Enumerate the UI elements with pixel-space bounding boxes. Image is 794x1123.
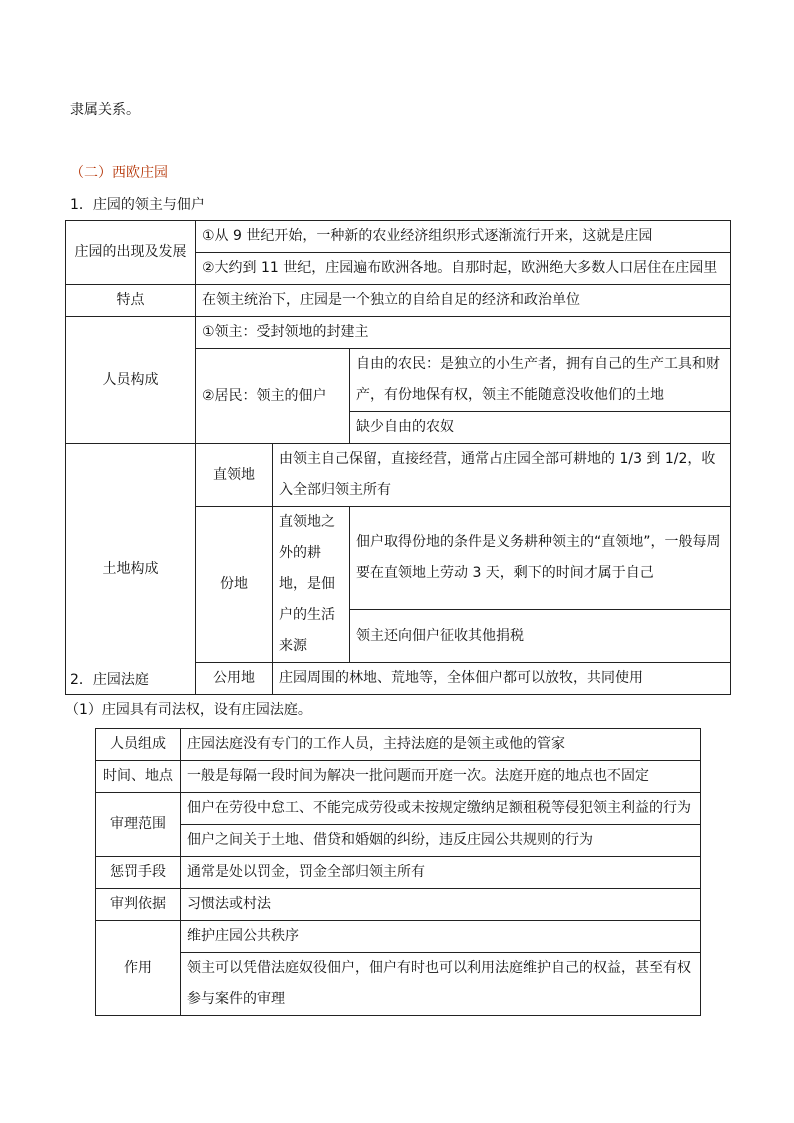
- intro-tail-text: 隶属关系。: [70, 102, 140, 118]
- serf-cell: 缺少自由的农奴: [350, 412, 731, 444]
- basis-label: 审判依据: [96, 889, 181, 921]
- scope-cell-2: 佃户之间关于土地、借贷和婚姻的纠纷，违反庄园公共规则的行为: [181, 825, 701, 857]
- time-label: 时间、地点: [96, 761, 181, 793]
- staff-cell: 庄园法庭没有专门的工作人员，主持法庭的是领主或他的管家: [181, 729, 701, 761]
- role-cell-2: 领主可以凭借法庭奴役佃户，佃户有时也可以利用法庭维护自己的权益，甚至有权参与案件的审理: [181, 953, 701, 1016]
- land-label: 土地构成: [66, 444, 196, 695]
- origin-cell-2: ②大约到 11 世纪，庄园遍布欧洲各地。自那时起，欧洲绝大多数人口居住在庄园里: [196, 253, 731, 285]
- manor-lord-tenant-table: [65, 220, 731, 695]
- role-cell-1: 维护庄园公共秩序: [181, 921, 701, 953]
- staff-label: 人员组成: [96, 729, 181, 761]
- common-label: 公用地: [196, 663, 273, 695]
- common-cell: 庄园周围的林地、荒地等，全体佃户都可以放牧，共同使用: [273, 663, 731, 695]
- origin-cell-1: ①从 9 世纪开始，一种新的农业经济组织形式逐渐流行开来，这就是庄园: [196, 221, 731, 253]
- free-peasant-cell: 自由的农民：是独立的小生产者，拥有自己的生产工具和财产，有份地保有权，领主不能随意没收他们的土地: [350, 349, 731, 412]
- punish-cell: 通常是处以罚金，罚金全部归领主所有: [181, 857, 701, 889]
- holding-condition-cell: 佃户取得份地的条件是义务耕种领主的“直领地”，一般每周要在直领地上劳动 3 天，剩下的时间才属于自己: [350, 507, 731, 610]
- punish-label: 惩罚手段: [96, 857, 181, 889]
- court-point-1: （1）庄园具有司法权，设有庄园法庭。: [65, 702, 312, 718]
- manor-court-table: [95, 728, 701, 1016]
- holding-label: 份地: [196, 507, 273, 663]
- demesne-label: 直领地: [196, 444, 273, 507]
- people-label: 人员构成: [66, 317, 196, 444]
- feature-cell: 在领主统治下，庄园是一个独立的自给自足的经济和政治单位: [196, 285, 731, 317]
- scope-cell-1: 佃户在劳役中怠工、不能完成劳役或未按规定缴纳足额租税等侵犯领主利益的行为: [181, 793, 701, 825]
- role-label: 作用: [96, 921, 181, 1016]
- subsection-title-2: 2．庄园法庭: [70, 672, 149, 688]
- feature-label: 特点: [66, 285, 196, 317]
- demesne-cell: 由领主自己保留，直接经营，通常占庄园全部可耕地的 1/3 到 1/2，收入全部归领主所有: [273, 444, 731, 507]
- time-cell: 一般是每隔一段时间为解决一批问题而开庭一次。法庭开庭的地点也不固定: [181, 761, 701, 793]
- scope-label: 审理范围: [96, 793, 181, 857]
- holding-tax-cell: 领主还向佃户征收其他捐税: [350, 610, 731, 663]
- holding-desc-cell: 直领地之外的耕地，是佃户的生活来源: [273, 507, 350, 663]
- subsection-title-1: 1．庄园的领主与佃户: [70, 197, 205, 213]
- basis-cell: 习惯法或村法: [181, 889, 701, 921]
- section-title: （二）西欧庄园: [70, 165, 168, 181]
- origin-label: 庄园的出现及发展: [66, 221, 196, 285]
- lord-cell: ①领主：受封领地的封建主: [196, 317, 731, 349]
- residents-cell: ②居民：领主的佃户: [196, 349, 350, 444]
